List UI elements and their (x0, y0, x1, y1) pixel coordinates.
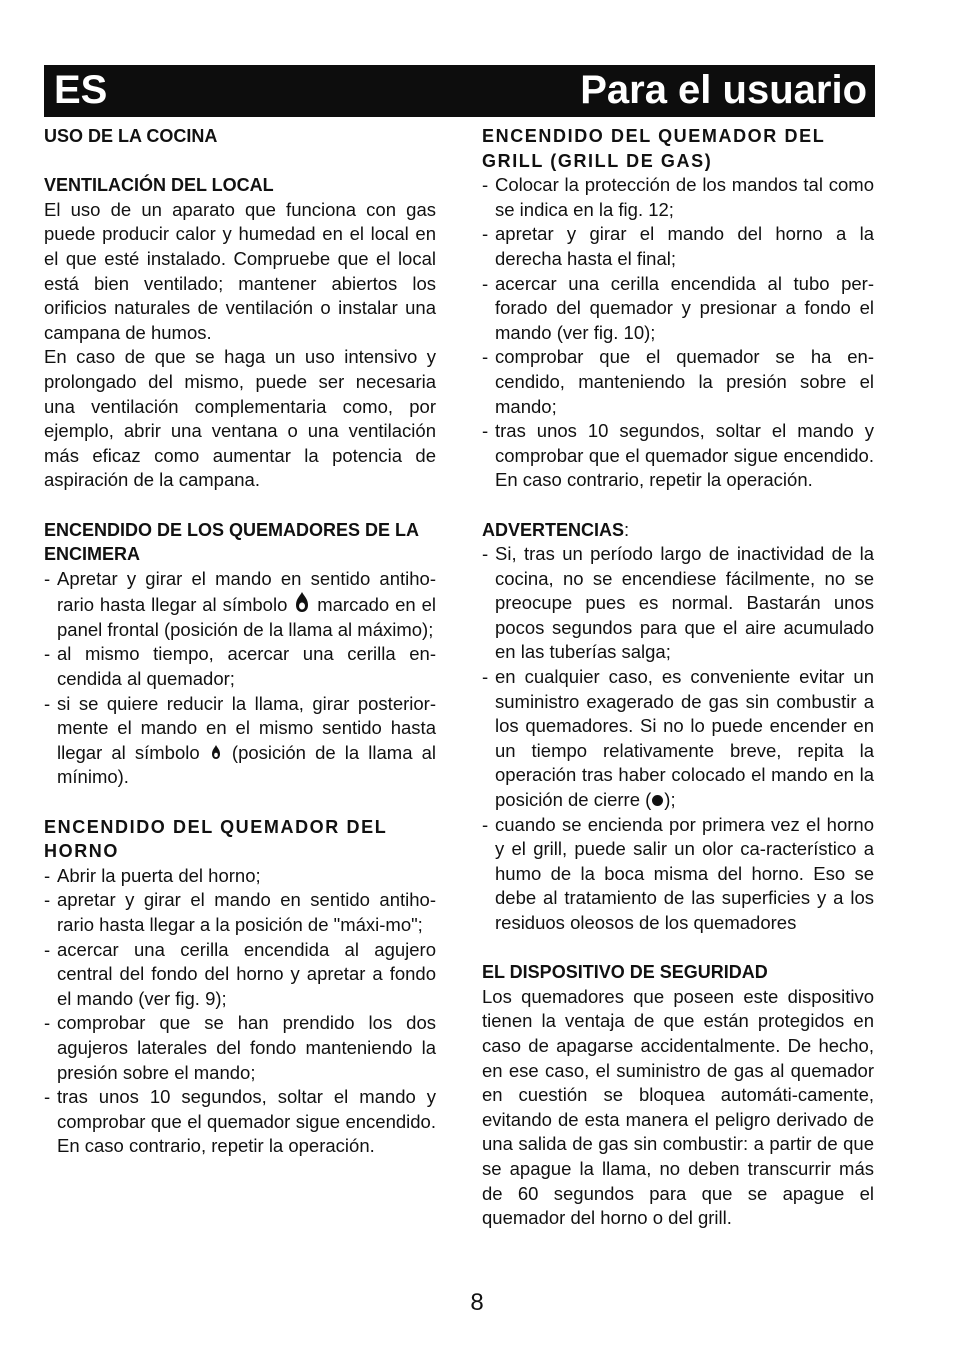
heading-dispositivo-seguridad: EL DISPOSITIVO DE SEGURIDAD (482, 962, 768, 983)
closed-position-icon (652, 795, 663, 806)
text: (posición de la llama al mínimo). (57, 741, 437, 788)
text: si se quiere reducir la llama, girar posterior-mente el mando en el mismo sentido hasta llegar al símbolo (57, 692, 436, 763)
list-item: - al mismo tiempo, acercar una cerilla en-cendida al quemador; (44, 642, 436, 691)
heading-text: ADVERTENCIAS (482, 519, 625, 540)
text: ); (664, 789, 676, 811)
paragraph-ventilacion-2: En caso de que se haga un uso intensivo y prolongado del mismo, puede ser necesaria una ventilación complementaria como, por ejemplo, abrir una ventana o una ventilación más eficaz como aumentar la potencia de aspiración de la campana. (44, 346, 436, 491)
flame-min-icon (211, 744, 221, 760)
list-item: - Si, tras un período largo de inactividad de la cocina, no se encendiese fácilmente, no se preocupe pues es normal. Bastarán unos pocos segundos para que el aire acumulado en las tuberías salga; (482, 542, 874, 665)
text: marcado en el panel frontal (posición de la llama al máximo); (57, 594, 437, 640)
list-item: - Abrir la puerta del horno; (44, 864, 436, 889)
list-horno (44, 864, 436, 1159)
paragraph-seguridad: Los quemadores que poseen este dispositivo tienen la ventaja de que están protegidos en caso de apagarse accidentalmente. De hecho, en ese caso, el suministro de gas al quemador en cuestión se bloquea automáti-camente, evitando de esta manera el peligro derivado de una salida de gas sin combustir: a partir de que se apague la llama, no deben transcurrir más de 60 segundos para que se apague el quemador del horno o del grill. (482, 985, 874, 1229)
list-item: - Colocar la protección de los mandos tal como se indica en la fig. 12; (482, 173, 874, 222)
list-item: - comprobar que el quemador se ha en-cendido, manteniendo la presión sobre el mando; (482, 345, 874, 419)
heading-encendido-grill: ENCENDIDO DEL QUEMADOR DEL GRILL (GRILL DE GAS) (482, 126, 825, 171)
heading-encendido-encimera: ENCENDIDO DE LOS QUEMADORES DE LA ENCIMERA (44, 519, 419, 565)
left-column (44, 124, 436, 1159)
list-item: - tras unos 10 segundos, soltar el mando y comprobar que el quemador sigue encendido. En caso contrario, repetir la operación. (482, 419, 874, 493)
heading-ventilacion: VENTILACIÓN DEL LOCAL (44, 175, 274, 196)
text: en cualquier caso, es conveniente evitar un suministro exagerado de gas sin combustir a los quemadores. Si no lo puede encender en un tiempo relativamente breve, repita la operación tras haber colocado el mando en la posición de cierre ( (495, 666, 874, 811)
text: Apretar y girar el mando en sentido antiho-rario hasta llegar al símbolo (57, 567, 436, 616)
list-item: - tras unos 10 segundos, soltar el mando y comprobar que el quemador sigue encendido. En caso contrario, repetir la operación. (44, 1085, 436, 1159)
list-item: - cuando se encienda por primera vez el horno y el grill, puede salir un olor ca-racterístico a humo de la boca misma del horno. Eso se debe al tratamiento de las superficies y a los residuos oleosos de los quemadores (482, 813, 874, 936)
list-item: - apretar y girar el mando del horno a la derecha hasta el final; (482, 222, 874, 271)
list-item (44, 567, 436, 643)
flame-max-icon (295, 591, 309, 613)
page-number: 8 (470, 1289, 484, 1316)
list-item: - apretar y girar el mando en sentido antiho-rario hasta llegar a la posición de "máxi-mo"; (44, 888, 436, 937)
list-item (482, 665, 874, 813)
page-header (44, 65, 875, 117)
colon: : (624, 518, 630, 540)
list-encimera (44, 567, 436, 790)
language-code: ES (54, 68, 108, 112)
heading-encendido-horno: ENCENDIDO DEL QUEMADOR DEL HORNO (44, 816, 387, 862)
page-title: Para el usuario (580, 68, 867, 112)
paragraph-ventilacion-1: El uso de un aparato que funciona con gas puede producir calor y humedad en el local en el que esté instalado. Compruebe que el local está bien ventilado; mantener abiertos los orificios naturales de ventilación o instalar una campana de humos. (44, 198, 436, 343)
list-item: - acercar una cerilla encendida al tubo per-forado del quemador y presionar a fondo el mando (ver fig. 10); (482, 272, 874, 346)
list-item (44, 692, 436, 790)
heading-uso-cocina: USO DE LA COCINA (44, 126, 218, 146)
list-advertencias (482, 542, 874, 936)
list-item: - acercar una cerilla encendida al agujero central del fondo del horno y apretar a fondo el mando (ver fig. 9); (44, 938, 436, 1012)
right-column (482, 124, 874, 1231)
list-grill (482, 173, 874, 493)
heading-advertencias (482, 518, 874, 543)
list-item: - comprobar que se han prendido los dos agujeros laterales del fondo manteniendo la presión sobre el mando; (44, 1011, 436, 1085)
